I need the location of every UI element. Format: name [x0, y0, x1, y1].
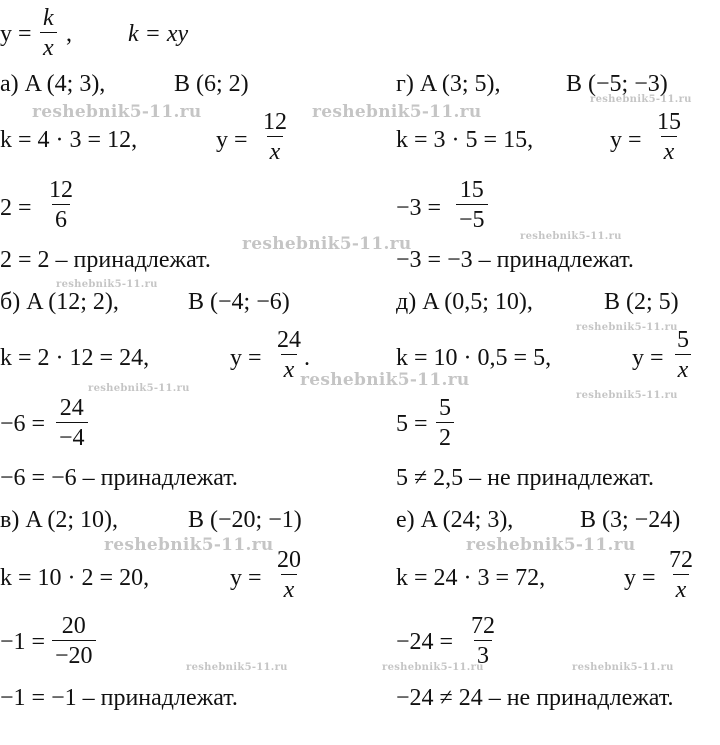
problem-v-check-den: −20: [52, 640, 96, 668]
problem-d-y-den: x: [675, 354, 692, 382]
problem-g-y-num: 15: [657, 109, 681, 135]
problem-a-head: а) A (4; 3),: [0, 71, 106, 97]
watermark: reshebnik5-11.ru: [572, 662, 674, 673]
formula-denominator: x: [40, 32, 57, 60]
problem-b-point-b: B (−4; −6): [188, 289, 290, 315]
problem-a-check-den: 6: [52, 204, 70, 232]
problem-d-check-fraction: [436, 396, 454, 450]
watermark: reshebnik5-11.ru: [382, 662, 484, 673]
problem-v-head: в) A (2; 10),: [0, 507, 118, 533]
problem-b-y-label: y =: [230, 345, 262, 371]
watermark: reshebnik5-11.ru: [32, 102, 202, 122]
problem-v-check-fraction: [52, 614, 96, 668]
problem-e-y-num: 72: [669, 547, 693, 573]
problem-a-result: 2 = 2 – принадлежат.: [0, 247, 211, 273]
problem-a-check-num: 12: [49, 177, 73, 203]
problem-b-head: б) A (12; 2),: [0, 289, 119, 315]
watermark: reshebnik5-11.ru: [576, 322, 678, 333]
problem-a-y-den: x: [267, 136, 284, 164]
problem-g-result: −3 = −3 – принадлежат.: [396, 247, 634, 273]
watermark: reshebnik5-11.ru: [242, 234, 412, 254]
watermark: reshebnik5-11.ru: [466, 535, 636, 555]
problem-e-check-num: 72: [471, 613, 495, 639]
formula-numerator: k: [43, 5, 54, 31]
problem-v-y-label: y =: [230, 565, 262, 591]
problem-d-check-label: 5 =: [396, 411, 428, 437]
problem-a-y-fraction: [260, 110, 290, 164]
problem-g-check-den: −5: [456, 204, 488, 232]
problem-b-y-num: 24: [277, 327, 301, 353]
watermark: reshebnik5-11.ru: [590, 94, 692, 105]
watermark: reshebnik5-11.ru: [88, 383, 190, 394]
problem-d-y-num: 5: [677, 327, 689, 353]
watermark: reshebnik5-11.ru: [104, 535, 274, 555]
problem-b-dot: .: [304, 345, 310, 371]
problem-e-result: −24 ≠ 24 – не принадлежат.: [396, 685, 674, 711]
problem-a-check-label: 2 =: [0, 195, 32, 221]
problem-e-point-b: B (3; −24): [580, 507, 681, 533]
problem-a-point-b: B (6; 2): [174, 71, 249, 97]
problem-v-y-fraction: [274, 548, 304, 602]
problem-g-check-label: −3 =: [396, 195, 442, 221]
watermark: reshebnik5-11.ru: [520, 231, 622, 242]
problem-v-check-label: −1 =: [0, 629, 46, 655]
problem-d-y-fraction: [674, 328, 692, 382]
problem-e-y-den: x: [673, 574, 690, 602]
problem-g-y-label: y =: [610, 127, 642, 153]
problem-g-check-fraction: [456, 178, 488, 232]
watermark: reshebnik5-11.ru: [186, 662, 288, 673]
formula-kxy: k = xy: [128, 21, 189, 47]
problem-g-point-b: B (−5; −3): [566, 71, 668, 97]
watermark: reshebnik5-11.ru: [312, 102, 482, 122]
formula-y-label: y =: [0, 21, 32, 47]
problem-v-y-num: 20: [277, 547, 301, 573]
formula-comma: ,: [66, 21, 72, 47]
problem-g-check-num: 15: [459, 177, 484, 203]
problem-v-result: −1 = −1 – принадлежат.: [0, 685, 238, 711]
problem-v-check-num: 20: [61, 613, 86, 639]
problem-g-y-den: x: [661, 136, 678, 164]
problem-e-check-label: −24 =: [396, 629, 454, 655]
watermark: reshebnik5-11.ru: [56, 279, 158, 290]
problem-d-result: 5 ≠ 2,5 – не принадлежат.: [396, 465, 654, 491]
problem-d-check-num: 5: [439, 395, 451, 421]
problem-e-y-label: y =: [624, 565, 656, 591]
problem-g-y-fraction: [654, 110, 684, 164]
problem-v-point-b: B (−20; −1): [188, 507, 302, 533]
problem-b-check-fraction: [56, 396, 88, 450]
problem-v-y-den: x: [281, 574, 298, 602]
problem-b-y-den: x: [281, 354, 298, 382]
problem-b-check-num: 24: [59, 395, 84, 421]
problem-e-check-fraction: [468, 614, 498, 668]
problem-a-y-label: y =: [216, 127, 248, 153]
watermark: reshebnik5-11.ru: [576, 390, 678, 401]
problem-d-k: k = 10 · 0,5 = 5,: [396, 345, 552, 371]
problem-a-y-num: 12: [263, 109, 287, 135]
formula-fraction: [40, 6, 57, 60]
problem-b-check-label: −6 =: [0, 411, 46, 437]
problem-b-check-den: −4: [56, 422, 88, 450]
watermark: reshebnik5-11.ru: [300, 370, 470, 390]
problem-d-head: д) A (0,5; 10),: [396, 289, 533, 315]
problem-d-point-b: B (2; 5): [604, 289, 679, 315]
problem-a-check-fraction: [46, 178, 76, 232]
problem-b-result: −6 = −6 – принадлежат.: [0, 465, 238, 491]
problem-g-head: г) A (3; 5),: [396, 71, 501, 97]
problem-e-check-den: 3: [474, 640, 492, 668]
problem-d-check-den: 2: [436, 422, 454, 450]
problem-d-y-label: y =: [632, 345, 664, 371]
problem-g-k: k = 3 · 5 = 15,: [396, 127, 534, 153]
problem-v-k: k = 10 · 2 = 20,: [0, 565, 150, 591]
problem-e-y-fraction: [666, 548, 696, 602]
problem-b-k: k = 2 · 12 = 24,: [0, 345, 150, 371]
problem-a-k: k = 4 · 3 = 12,: [0, 127, 138, 153]
problem-e-k: k = 24 · 3 = 72,: [396, 565, 546, 591]
problem-e-head: е) A (24; 3),: [396, 507, 514, 533]
